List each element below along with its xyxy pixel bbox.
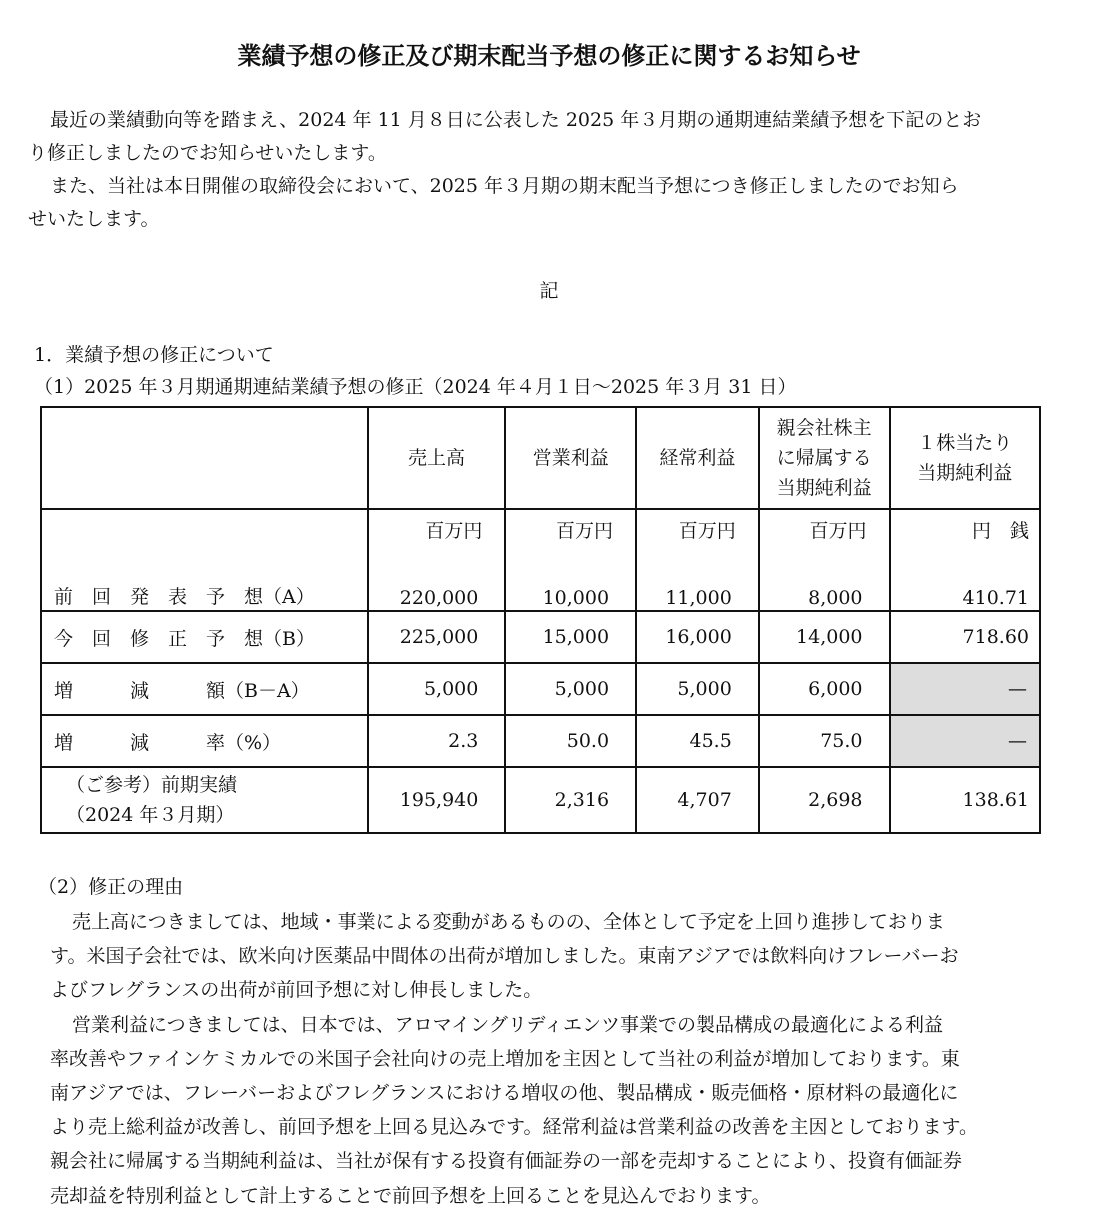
value-rev-eps: 718.60 (890, 611, 1040, 663)
header-eps-line2: 当期純利益 (917, 462, 1013, 484)
table-row-change-rate (41, 715, 1040, 767)
table-header-row (41, 407, 1040, 509)
header-blank (41, 407, 368, 509)
ki-mark: 記 (539, 280, 559, 302)
value-prev-net-income: 8,000 (808, 587, 863, 609)
header-net-income (759, 407, 890, 509)
value-rate-net-income: 75.0 (759, 715, 890, 767)
intro-paragraph-1 (28, 104, 1038, 170)
reason-line-9: 売却益を特別利益として計上することで前回予想を上回ることを見込んでおります。 (50, 1184, 771, 1207)
value-rev-sales: 225,000 (368, 611, 506, 663)
section2-body (50, 905, 1050, 1213)
value-chg-eps: — (890, 663, 1040, 715)
value-rev-net-income: 14,000 (759, 611, 890, 663)
table-row-previous-forecast (41, 509, 1040, 611)
value-prev-sales: 220,000 (399, 587, 479, 609)
value-chg-sales: 5,000 (368, 663, 506, 715)
value-chg-ordinary: 5,000 (636, 663, 759, 715)
value-ref-operating: 2,316 (505, 767, 636, 833)
table-row-reference (41, 767, 1040, 833)
reason-line-4: 営業利益につきましては、日本では、アロマイングリディエンツ事業での製品構成の最適化による利益 (72, 1013, 943, 1036)
header-operating-profit: 営業利益 (505, 407, 636, 509)
intro-p1-line1: 最近の業績動向等を踏まえ、2024 年 11 月８日に公表した 2025 年３月期の通期連結業績予想を下記のとお (50, 109, 982, 131)
value-prev-eps: 410.71 (962, 587, 1029, 609)
header-ordinary-profit: 経常利益 (636, 407, 759, 509)
row-label-previous: 前 回 発 表 予 想（A） (54, 586, 315, 608)
row-label-change-amount: 増 減 額（B－A） (41, 663, 368, 715)
cell-prev-eps (890, 509, 1040, 611)
header-net-income-line2: に帰属する (776, 447, 872, 469)
value-rate-eps: — (890, 715, 1040, 767)
row-label-cell (41, 509, 368, 611)
row-label-change-rate: 増 減 率（%） (41, 715, 368, 767)
reason-line-7: より売上総利益が改善し、前回予想を上回る見込みです。経常利益は営業利益の改善を主因としております。 (50, 1116, 978, 1139)
value-rate-ordinary: 45.5 (636, 715, 759, 767)
intro-p2-line1: また、当社は本日開催の取締役会において、2025 年３月期の期末配当予想につき修正しましたのでお知ら (50, 175, 959, 197)
value-rev-operating: 15,000 (505, 611, 636, 663)
value-ref-ordinary: 4,707 (636, 767, 759, 833)
reference-label-line2: （2024 年３月期） (66, 804, 235, 826)
value-rate-operating: 50.0 (505, 715, 636, 767)
header-eps-line1: １株当たり (917, 432, 1013, 454)
section1-heading: 1．業績予想の修正について (34, 344, 274, 366)
forecast-table (40, 406, 1041, 834)
reason-line-1: 売上高につきましては、地域・事業による変動があるものの、全体として予定を上回り進捗しておりま (72, 911, 945, 933)
cell-prev-sales (368, 509, 506, 611)
header-eps (890, 407, 1040, 509)
value-chg-net-income: 6,000 (759, 663, 890, 715)
table-row-revised-forecast (41, 611, 1040, 663)
reason-line-3: よびフレグランスの出荷が前回予想に対し伸長しました。 (50, 979, 543, 1002)
value-ref-net-income: 2,698 (759, 767, 890, 833)
value-prev-ordinary: 11,000 (665, 587, 732, 609)
unit-label: 百万円 (678, 520, 736, 542)
reason-line-6: 南アジアでは、フレーバーおよびフレグランスにおける増収の他、製品構成・販売価格・原材料の最適化に (50, 1082, 959, 1105)
value-rate-sales: 2.3 (368, 715, 506, 767)
intro-paragraph-2 (28, 170, 1038, 236)
value-prev-operating: 10,000 (542, 587, 610, 609)
unit-label: 百万円 (809, 520, 867, 542)
intro-p2-line2: せいたします。 (28, 208, 160, 230)
cell-prev-operating (505, 509, 636, 611)
header-net-income-line3: 当期純利益 (776, 477, 872, 499)
unit-label: 百万円 (556, 520, 614, 542)
cell-prev-net-income (759, 509, 890, 611)
reason-line-5: 率改善やファインケミカルでの米国子会社向けの売上増加を主因として当社の利益が増加しております。東 (50, 1047, 960, 1070)
header-sales: 売上高 (368, 407, 506, 509)
value-rev-ordinary: 16,000 (636, 611, 759, 663)
page-title: 業績予想の修正及び期末配当予想の修正に関するお知らせ (237, 42, 861, 70)
value-ref-eps: 138.61 (890, 767, 1040, 833)
intro-p1-line2: り修正しましたのでお知らせいたします。 (28, 142, 387, 164)
value-chg-operating: 5,000 (505, 663, 636, 715)
reason-line-2: す。米国子会社では、欧米向け医薬品中間体の出荷が増加しました。東南アジアでは飲料向けフレーバーお (50, 945, 959, 968)
value-ref-sales: 195,940 (368, 767, 506, 833)
reason-line-8: 親会社に帰属する当期純利益は、当社が保有する投資有価証券の一部を売却することにより、投資有価証券 (50, 1150, 963, 1173)
section2-heading: （2）修正の理由 (38, 876, 184, 898)
row-label-reference (41, 767, 368, 833)
header-net-income-line1: 親会社株主 (776, 417, 872, 439)
section1-subheading: （1）2025 年３月期通期連結業績予想の修正（2024 年４月１日〜2025 年３月 31 日） (34, 376, 797, 398)
table-row-change-amount (41, 663, 1040, 715)
cell-prev-ordinary (636, 509, 759, 611)
unit-label: 円 銭 (971, 520, 1029, 542)
unit-label: 百万円 (425, 520, 483, 542)
reference-label-line1: （ご参考）前期実績 (66, 774, 238, 796)
row-label-revised: 今 回 修 正 予 想（B） (41, 611, 368, 663)
